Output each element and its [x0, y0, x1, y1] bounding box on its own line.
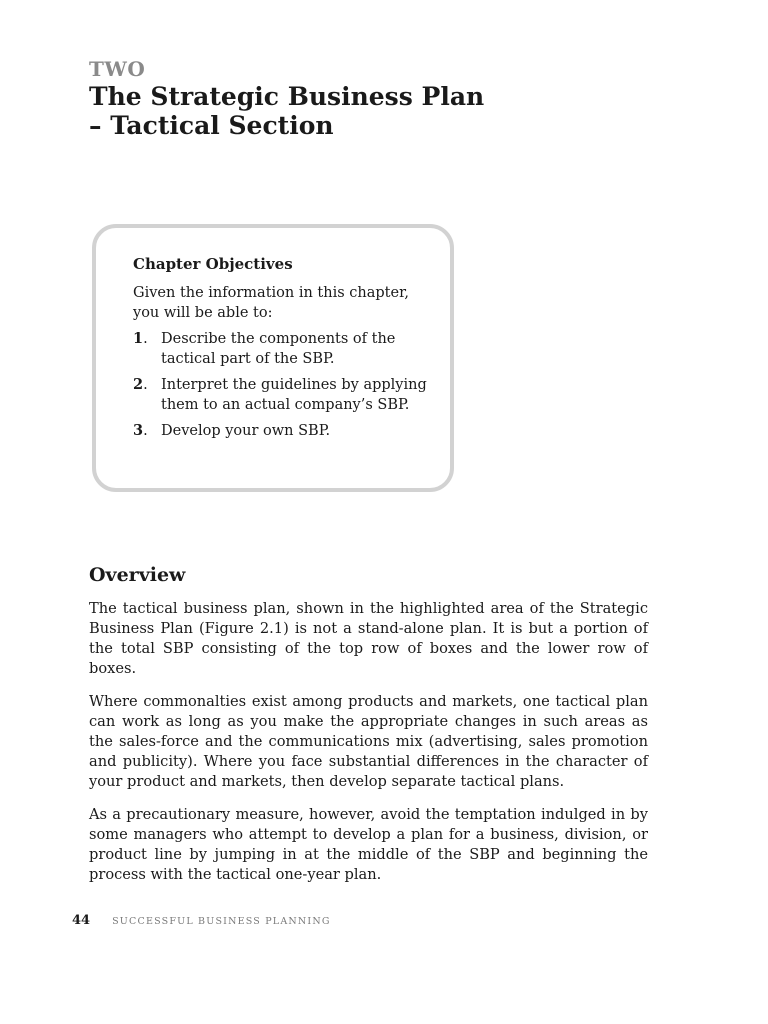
objective-item — [133, 375, 433, 415]
chapter-title-line-2: – Tactical Section — [89, 111, 334, 140]
objective-item — [133, 329, 433, 369]
chapter-number: TWO — [89, 57, 146, 81]
page-number: 44 — [72, 913, 91, 928]
chapter-objectives-box — [92, 224, 454, 492]
objective-text: Interpret the guidelines by applying them to an actual company’s SBP. — [161, 377, 427, 413]
objective-text: Develop your own SBP. — [161, 423, 331, 439]
objective-item — [133, 421, 433, 441]
objectives-list — [133, 329, 433, 441]
objectives-intro: Given the information in this chapter, you will be able to: — [133, 285, 410, 321]
objectives-content — [133, 254, 433, 447]
page-footer — [72, 913, 331, 928]
chapter-title-line-1: The Strategic Business Plan — [89, 82, 485, 111]
body-paragraph: Where commonalties exist among products and markets, one tactical plan can work as long as you make the appropriate changes in such areas as the sales-force and the communications mix (advertising, sales promotion and publicity). Where you face substantial differences in the character of your product and markets, then develop separate tactical plans. — [89, 693, 648, 790]
running-head: SUCCESSFUL BUSINESS PLANNING — [112, 916, 331, 927]
objective-number: 1. — [133, 330, 148, 347]
objective-number: 3. — [133, 422, 148, 439]
overview-body — [89, 599, 648, 898]
body-paragraph: The tactical business plan, shown in the highlighted area of the Strategic Business Plan (Figure 2.1) is not a stand-alone plan. It is but a portion of the total SBP consisting of the top row of boxes and the lower row of boxes. — [89, 600, 648, 677]
overview-heading: Overview — [89, 564, 186, 586]
chapter-title — [89, 82, 689, 140]
objective-number: 2. — [133, 376, 148, 393]
body-paragraph: As a precautionary measure, however, avoid the temptation indulged in by some managers who attempt to develop a plan for a business, division, or product line by jumping in at the middle of the SBP and beginning the process with the tactical one-year plan. — [89, 806, 648, 883]
objectives-heading: Chapter Objectives — [133, 255, 293, 273]
objective-text: Describe the components of the tactical part of the SBP. — [161, 331, 396, 367]
